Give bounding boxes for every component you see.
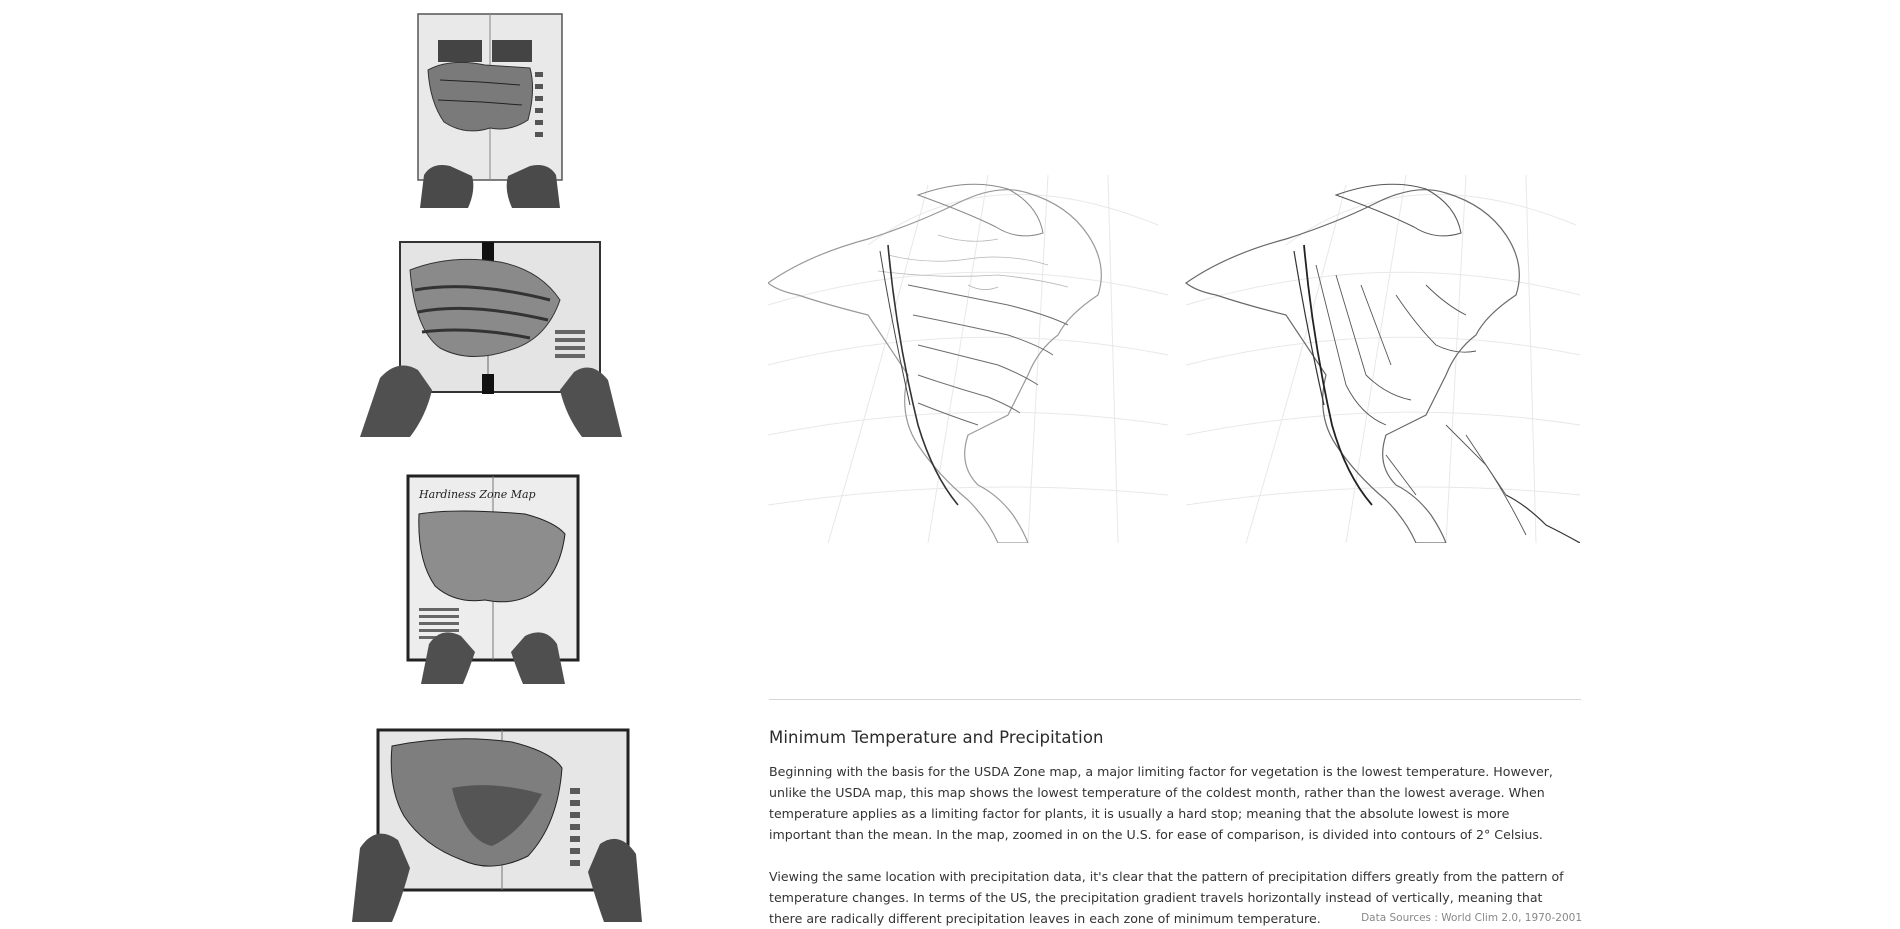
map-pair bbox=[768, 175, 1580, 543]
section-title: Minimum Temperature and Precipitation bbox=[769, 728, 1104, 747]
book-photo-4 bbox=[352, 728, 642, 922]
map-pair-svg bbox=[768, 175, 1580, 543]
book-photo-1-image bbox=[410, 10, 570, 208]
book-photo-3-image bbox=[405, 474, 581, 684]
book-photo-3 bbox=[405, 474, 581, 684]
section-divider bbox=[769, 699, 1581, 700]
book-photo-3-heading: Hardiness Zone Map bbox=[419, 488, 536, 501]
book-photo-4-image bbox=[352, 728, 642, 922]
paragraph-precipitation: Viewing the same location with precipitation data, it's clear that the pattern of precipitation differs greatly from the pattern of temperature changes. In terms of the US, the precipitation gradient travels horizontally instead of vertically, meaning that there are radically different precipitation leaves in each zone of minimum temperature. bbox=[769, 869, 1564, 926]
minimum-temperature-map bbox=[768, 175, 1168, 543]
paragraph-temperature: Beginning with the basis for the USDA Zone map, a major limiting factor for vegetation is the lowest temperature. However, unlike the USDA map, this map shows the lowest temperature of the coldest month, rather than the lowest average. When temperature applies as a limiting factor for plants, it is usually a hard stop; meaning that the absolute lowest is more important than the mean. In the map, zoomed in on the U.S. for ease of comparison, is divided into contours of 2° Celsius. bbox=[769, 764, 1553, 842]
precipitation-map bbox=[1186, 175, 1580, 543]
book-photo-1 bbox=[410, 10, 570, 208]
book-photo-2 bbox=[360, 240, 622, 437]
book-photo-2-image bbox=[360, 240, 622, 437]
data-sources: Data Sources : World Clim 2.0, 1970-2001 bbox=[1361, 912, 1582, 924]
